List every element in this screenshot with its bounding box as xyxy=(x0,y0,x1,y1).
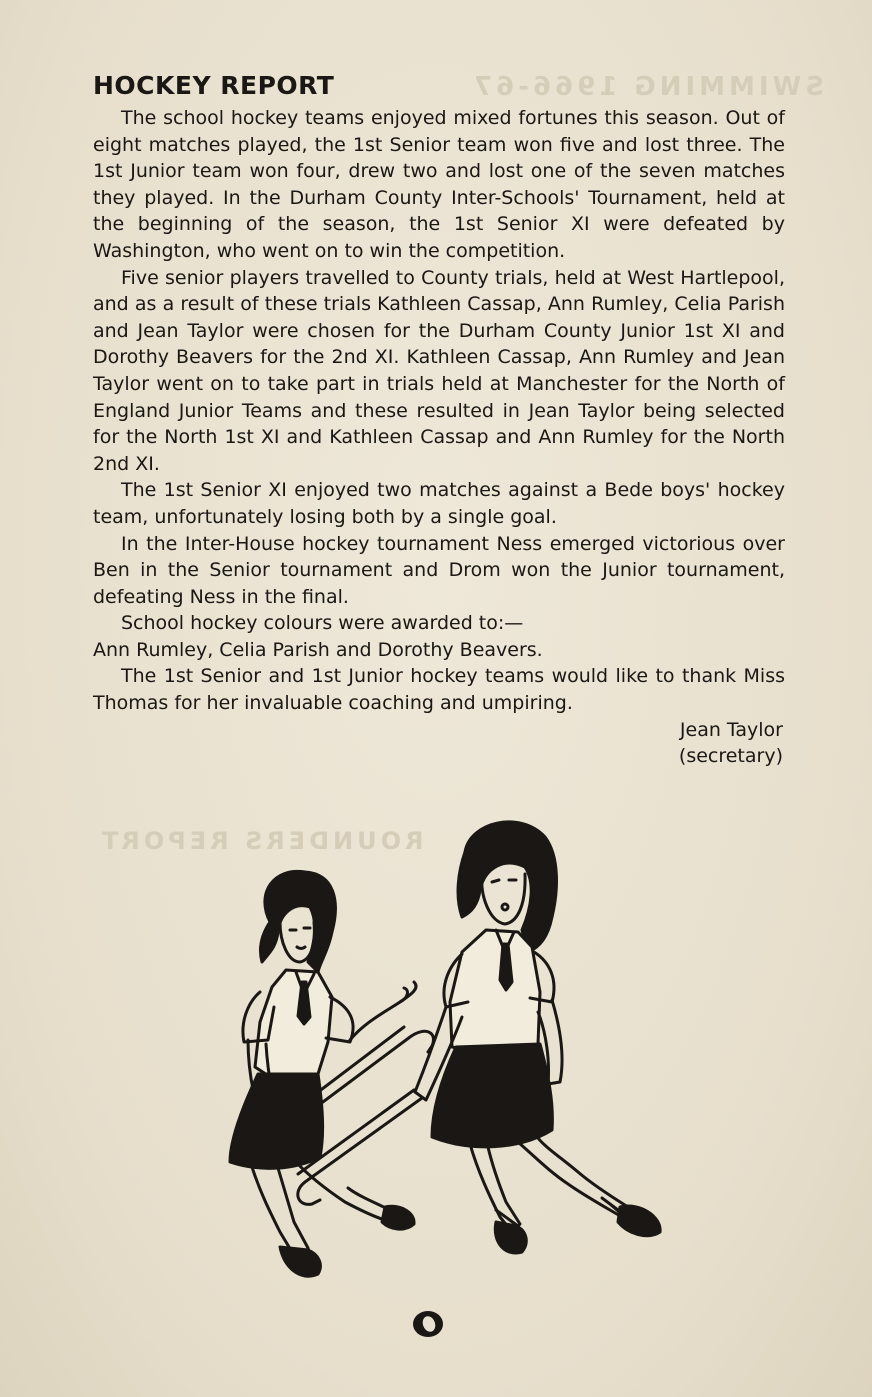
show-through-heading-swimming: SWIMMING 1966-67 xyxy=(470,72,824,102)
report-title: HOCKEY REPORT xyxy=(93,71,335,100)
hockey-report xyxy=(93,70,785,770)
signature xyxy=(93,717,785,770)
hockey-players-illustration xyxy=(200,812,700,1302)
paragraph-county-trials: Five senior players travelled to County trials, held at West Hartlepool, and as a result of these trials Kathleen Cassap, Ann Rumley, Celia Parish and Jean Taylor were chosen for the Durham County Junior 1st XI and Dorothy Beavers for the 2nd XI. Kathleen Cassap, Ann Rumley and Jean Taylor went on to take part in trials held at Manchester for the North of England Junior Teams and these resulted in Jean Taylor being selected for the North 1st XI and Kathleen Cassap and Ann Rumley for the North 2nd XI. xyxy=(93,266,785,475)
colours-recipients: Ann Rumley, Celia Parish and Dorothy Beavers. xyxy=(93,638,543,661)
paragraph-inter-house: In the Inter-House hockey tournament Ness emerged victorious over Ben in the Senior tournament and Drom won the Junior tournament, defeating Ness in the final. xyxy=(93,532,785,608)
show-through-heading-rounders: ROUNDERS REPORT xyxy=(98,827,424,855)
paragraph-colours-awarded: School hockey colours were awarded to:— xyxy=(121,612,524,635)
page-ornament xyxy=(408,1306,448,1342)
paragraph-season-summary: The school hockey teams enjoyed mixed fortunes this season. Out of eight matches played, the 1st Senior team won five and lost three. The 1st Junior team won four, drew two and lost one of the seven matches they played. In the Durham County Inter-Schools' Tournament, held at the beginning of the season, the 1st Senior XI were defeated by Washington, who went on to win the competition. xyxy=(93,107,785,262)
signature-role: (secretary) xyxy=(678,745,783,768)
paragraph-bede-matches: The 1st Senior XI enjoyed two matches against a Bede boys' hockey team, unfortunately losing both by a single goal. xyxy=(93,479,785,528)
paragraph-thanks: The 1st Senior and 1st Junior hockey teams would like to thank Miss Thomas for her invaluable coaching and umpiring. xyxy=(93,665,785,715)
signature-name: Jean Taylor xyxy=(679,718,783,741)
